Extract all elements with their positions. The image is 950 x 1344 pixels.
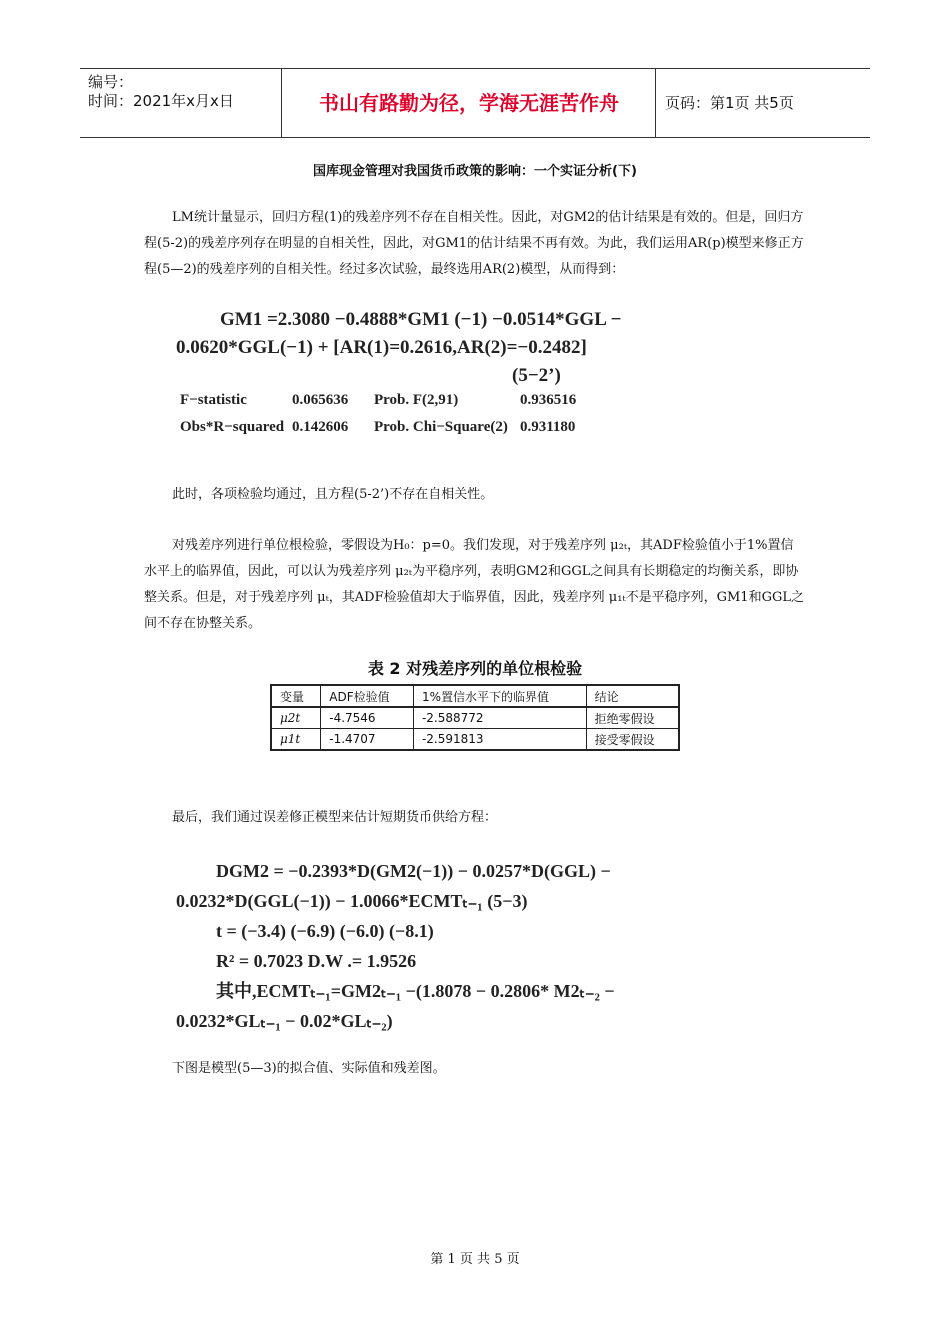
stat-prob: 0.936516 [520,392,577,408]
paragraph-2 [144,482,806,508]
equation-5-2-prime [176,306,621,390]
table-cell: 接受零假设 [586,729,679,751]
stat-label: Obs*R−squared [180,419,285,435]
table-header: 变量 [271,685,321,707]
equation-5-3 [176,856,615,1036]
equation-line: GM1 =2.3080 −0.4888*GM1 (−1) −0.0514*GGL − [220,309,622,330]
table-header: 结论 [586,685,679,707]
table-header-row [271,685,679,707]
table-row [271,707,679,729]
equation-tag: (5−2’) [512,365,561,386]
document-title: 国库现金管理对我国货币政策的影响：一个实证分析(下) [313,164,637,179]
header-motto: 书山有路勤为径，学海无涯苦作舟 [319,91,619,115]
equation-line: 0.0232*D(GGL(−1)) − 1.0066*ECMTₜ₋₁ (5−3) [176,891,528,911]
table-cell: μ2t [271,707,321,729]
stat-label: F−statistic [180,392,247,408]
table-caption: 表 2 对残差序列的单位根检验 [367,659,583,678]
paragraph-text: 对残差序列进行单位根检验，零假设为H₀：p=0。我们发现，对于残差序列 μ₂ₜ，其ADF检验值小于1%置信水平上的临界值，因此，可以认为残差序列 μ₂ₜ为平稳序列，表明GM2和GGL之间具有长期稳定的均衡关系，即协整关系。但是，对于残差序列 μₜ，其ADF检验值却大于临界值，因此，残差序列 μ₁ₜ不是平稳序列，GM1和GGL之间不存在协整关系。 [144,538,804,631]
stat-value: 0.065636 [292,392,349,408]
table-cell: -2.588772 [413,707,586,729]
equation-line: t = (−3.4) (−6.9) (−6.0) (−8.1) [216,921,434,941]
time-label: 时间：2021年x月x日 [88,92,234,110]
table-cell: -1.4707 [321,729,414,751]
equation-line: DGM2 = −0.2393*D(GM2(−1)) − 0.0257*D(GGL) − [216,861,611,881]
header-bar [80,68,870,138]
unit-root-table [270,684,680,751]
paragraph-text: 此时，各项检验均通过，且方程(5-2’)不存在自相关性。 [172,487,494,502]
header-divider [281,69,282,137]
equation-line: 0.0620*GGL(−1) + [AR(1)=0.2616,AR(2)=−0.2482] [176,337,587,358]
header-divider [655,69,656,137]
paragraph-text: 最后，我们通过误差修正模型来估计短期货币供给方程： [172,810,498,825]
page-info: 页码：第1页 共5页 [665,94,794,112]
stat-test: Prob. F(2,91) [374,392,459,408]
paragraph-1 [144,205,806,283]
paragraph-5 [144,1056,806,1082]
paragraph-4 [144,805,806,831]
stat-prob: 0.931180 [520,419,576,435]
equation-line: 0.0232*GLₜ₋₁ − 0.02*GLₜ₋₂) [176,1011,393,1031]
stat-value: 0.142606 [292,419,349,435]
paragraph-text: LM统计量显示，回归方程(1)的残差序列不存在自相关性。因此，对GM2的估计结果是有效的。但是，回归方程(5-2)的残差序列存在明显的自相关性，因此，对GM1的估计结果不再有效。为此，我们运用AR(p)模型来修正方程(5—2)的残差序列的自相关性。经过多次试验，最终选用AR(2)模型，从而得到： [144,210,804,277]
number-label: 编号： [88,73,134,91]
paragraph-text: 下图是模型(5—3)的拟合值、实际值和残差图。 [172,1061,446,1076]
page-footer: 第 1 页 共 5 页 [430,1252,520,1267]
table-header: ADF检验值 [321,685,414,707]
equation-line: R² = 0.7023 D.W .= 1.9526 [216,951,417,971]
paragraph-3 [144,533,806,637]
table-cell: μ1t [271,729,321,751]
table-header: 1%置信水平下的临界值 [413,685,586,707]
equation-line: 其中,ECMTₜ₋₁=GM2ₜ₋₁ −(1.8078 − 0.2806* M2ₜ₋₂ − [216,981,615,1001]
table-cell: -2.591813 [413,729,586,751]
table-cell: 拒绝零假设 [586,707,679,729]
table-row [271,729,679,751]
stat-test: Prob. Chi−Square(2) [374,419,508,435]
header-meta [88,73,234,111]
table-cell: -4.7546 [321,707,414,729]
